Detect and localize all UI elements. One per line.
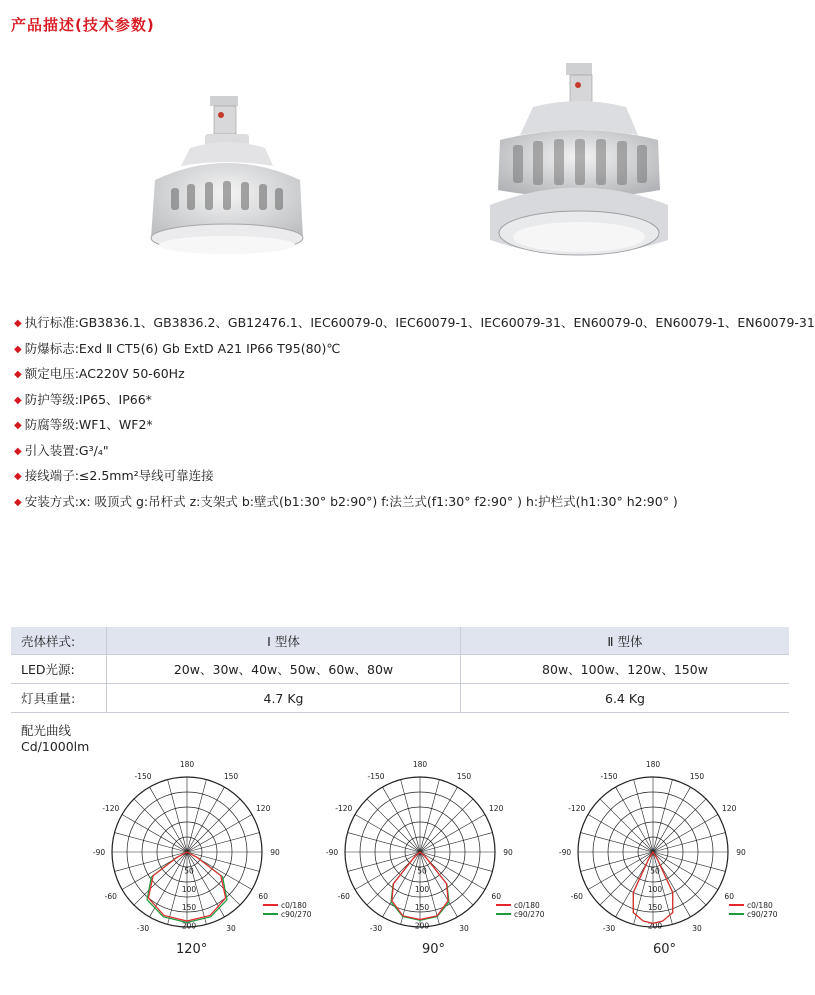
angle-tick-label: -60	[104, 892, 117, 901]
polar-spoke	[420, 787, 458, 852]
diamond-icon: ◆	[14, 394, 22, 406]
radial-tick-label: 200	[181, 921, 197, 931]
polar-chart-60	[558, 760, 778, 937]
diamond-icon: ◆	[14, 369, 22, 380]
polar-spoke	[383, 787, 421, 852]
polar-spoke	[134, 799, 187, 852]
diamond-icon: ◆	[14, 445, 22, 457]
polar-spoke	[355, 815, 420, 853]
cell-type-1: 4.7 Kg	[107, 684, 461, 713]
polar-spoke	[187, 815, 252, 853]
angle-tick-label: -150	[134, 771, 152, 781]
polar-spoke	[420, 852, 492, 871]
polar-spoke	[134, 852, 187, 905]
spec-label: 防爆标志:	[24, 340, 79, 356]
row-label: 灯具重量:	[11, 684, 107, 713]
cell-type-1: Ⅰ 型体	[107, 627, 461, 655]
angle-tick-label: 120	[722, 804, 737, 813]
polar-spoke	[420, 852, 485, 890]
angle-tick-label: 150	[223, 771, 239, 781]
polar-spoke	[616, 787, 654, 852]
radial-tick-label: 150	[647, 903, 663, 913]
polar-spoke	[168, 780, 187, 852]
angle-tick-label: 90	[270, 848, 280, 857]
angle-tick-label: 180	[412, 760, 428, 769]
polar-spoke	[187, 852, 240, 905]
curve-title-unit: Cd/1000lm	[21, 739, 90, 754]
legend-label-c90: c90/270	[747, 910, 778, 919]
cell-type-1: 20w、30w、40w、50w、60w、80w	[107, 655, 461, 684]
curve-title	[21, 723, 89, 755]
polar-spoke	[355, 852, 420, 890]
polar-spoke	[115, 833, 187, 852]
polar-spoke	[653, 780, 672, 852]
angle-tick-label: 60	[491, 892, 501, 901]
diamond-icon: ◆	[14, 420, 22, 431]
radial-tick-label: 150	[414, 903, 430, 913]
polar-chart-120	[92, 760, 312, 937]
polar-spoke	[653, 815, 718, 853]
spec-value: GB3836.1、GB3836.2、GB12476.1、IEC60079-0、IEC60079-1、IEC60079-31、EN60079-0、EN60079-1、EN60079-31	[78, 315, 815, 330]
angle-tick-label: 90	[503, 848, 513, 857]
polar-spoke	[401, 780, 420, 852]
angle-tick-label: 120	[256, 804, 271, 813]
table-row	[11, 684, 789, 713]
spec-value: G³/₄"	[78, 442, 109, 458]
diamond-icon: ◆	[14, 471, 22, 482]
radial-tick-label: 200	[647, 921, 663, 931]
angle-tick-label: 150	[456, 771, 472, 781]
polar-spoke	[150, 787, 188, 852]
legend-label-c90: c90/270	[281, 910, 312, 919]
angle-tick-label: -150	[600, 771, 618, 781]
angle-tick-label: -90	[325, 848, 339, 857]
spec-list	[14, 313, 815, 517]
angle-tick-label: -60	[337, 892, 350, 901]
angle-tick-label: -120	[568, 804, 586, 813]
polar-spoke	[581, 852, 653, 871]
legend-label-c0: c0/180	[747, 901, 773, 910]
polar-spoke	[653, 833, 725, 852]
table-row	[11, 627, 789, 655]
spec-item	[14, 390, 815, 416]
spec-item	[14, 466, 815, 492]
legend-label-c90: c90/270	[514, 910, 545, 919]
beam-angle-label: 120°	[176, 942, 208, 957]
diamond-icon: ◆	[14, 318, 22, 329]
spec-item	[14, 313, 815, 339]
legend-label-c0: c0/180	[514, 901, 540, 910]
polar-spoke	[187, 787, 225, 852]
spec-label: 接线端子:	[24, 468, 79, 483]
spec-label: 引入装置:	[24, 442, 79, 458]
angle-tick-label: 60	[258, 892, 268, 901]
polar-spoke	[600, 799, 653, 852]
polar-spoke	[367, 799, 420, 852]
polar-spoke	[653, 799, 706, 852]
radial-tick-label: 100	[647, 884, 663, 894]
spec-label: 安装方式:	[24, 493, 79, 509]
polar-spoke	[348, 852, 420, 871]
polar-spoke	[600, 852, 653, 905]
angle-tick-label: 30	[692, 924, 702, 934]
radial-tick-label: 150	[181, 903, 197, 913]
angle-tick-label: -60	[570, 892, 583, 901]
angle-tick-label: 30	[226, 924, 236, 934]
angle-tick-label: -90	[92, 848, 106, 857]
spec-value: x: 吸顶式 g:吊杆式 z:支架式 b:壁式(b1:30° b2:90°) f:法兰式(f1:30° f2:90° ) h:护栏式(h1:30° h2:90° )	[78, 493, 678, 509]
angle-tick-label: 30	[459, 924, 469, 934]
polar-spoke	[581, 833, 653, 852]
curve-title-line-1: 配光曲线	[21, 723, 72, 738]
angle-tick-label: 150	[689, 771, 705, 781]
polar-spoke	[122, 815, 187, 853]
polar-spoke	[187, 833, 259, 852]
row-label: LED光源:	[11, 655, 107, 684]
polar-spoke	[420, 799, 473, 852]
spec-item	[14, 492, 815, 518]
polar-spoke	[187, 852, 259, 871]
table-row	[11, 655, 789, 684]
spec-value: Exd Ⅱ CT5(6) Gb ExtD A21 IP66 T95(80)℃	[78, 340, 341, 356]
spec-label: 防腐等级:	[24, 417, 79, 432]
angle-tick-label: 60	[724, 892, 734, 901]
spec-label: 额定电压:	[24, 366, 79, 381]
beam-angle-label: 90°	[422, 942, 446, 957]
angle-tick-label: 90	[736, 848, 746, 857]
spec-label: 防护等级:	[24, 391, 79, 407]
angle-tick-label: 120	[489, 804, 504, 813]
spec-value: ≤2.5mm²导线可靠连接	[78, 468, 214, 483]
radial-tick-label: 100	[181, 884, 197, 894]
spec-label: 执行标准:	[24, 315, 79, 330]
cell-type-2: Ⅱ 型体	[461, 627, 790, 655]
angle-tick-label: -30	[602, 924, 616, 934]
angle-tick-label: -30	[369, 924, 383, 934]
polar-spoke	[420, 815, 485, 853]
polar-spoke	[634, 780, 653, 852]
polar-spoke	[653, 852, 725, 871]
spec-value: IP65、IP66*	[78, 391, 152, 407]
polar-spoke	[115, 852, 187, 871]
angle-tick-label: -90	[558, 848, 572, 857]
cell-type-2: 6.4 Kg	[461, 684, 790, 713]
diamond-icon: ◆	[14, 343, 22, 355]
angle-tick-label: 180	[645, 760, 661, 769]
spec-table	[11, 627, 789, 713]
spec-value: AC220V 50-60Hz	[78, 366, 185, 381]
legend-label-c0: c0/180	[281, 901, 307, 910]
product-image-type-1	[135, 88, 320, 263]
angle-tick-label: -120	[335, 804, 353, 813]
polar-spoke	[348, 833, 420, 852]
diamond-icon: ◆	[14, 496, 22, 508]
polar-chart-90	[325, 760, 545, 937]
polar-spoke	[187, 780, 206, 852]
section-title: 产品描述(技术参数)	[11, 16, 155, 34]
radial-tick-label: 50	[417, 866, 427, 876]
polar-spoke	[187, 799, 240, 852]
spec-value: WF1、WF2*	[78, 417, 153, 432]
radial-tick-label: 100	[414, 884, 430, 894]
polar-spoke	[420, 780, 439, 852]
angle-tick-label: 180	[179, 760, 195, 769]
spec-item	[14, 364, 815, 390]
radial-tick-label: 200	[414, 921, 430, 931]
row-label: 壳体样式:	[11, 627, 107, 655]
radial-tick-label: 50	[184, 866, 194, 876]
polar-spoke	[653, 852, 706, 905]
polar-spoke	[588, 815, 653, 853]
angle-tick-label: -150	[367, 771, 385, 781]
angle-tick-label: -30	[136, 924, 150, 934]
polar-spoke	[653, 787, 691, 852]
angle-tick-label: -120	[102, 804, 120, 813]
spec-item	[14, 441, 815, 467]
radial-tick-label: 50	[650, 866, 660, 876]
spec-item	[14, 415, 815, 441]
cell-type-2: 80w、100w、120w、150w	[461, 655, 790, 684]
beam-angle-label: 60°	[653, 942, 677, 957]
product-image-type-2	[478, 55, 678, 270]
polar-spoke	[420, 833, 492, 852]
spec-item	[14, 339, 815, 365]
